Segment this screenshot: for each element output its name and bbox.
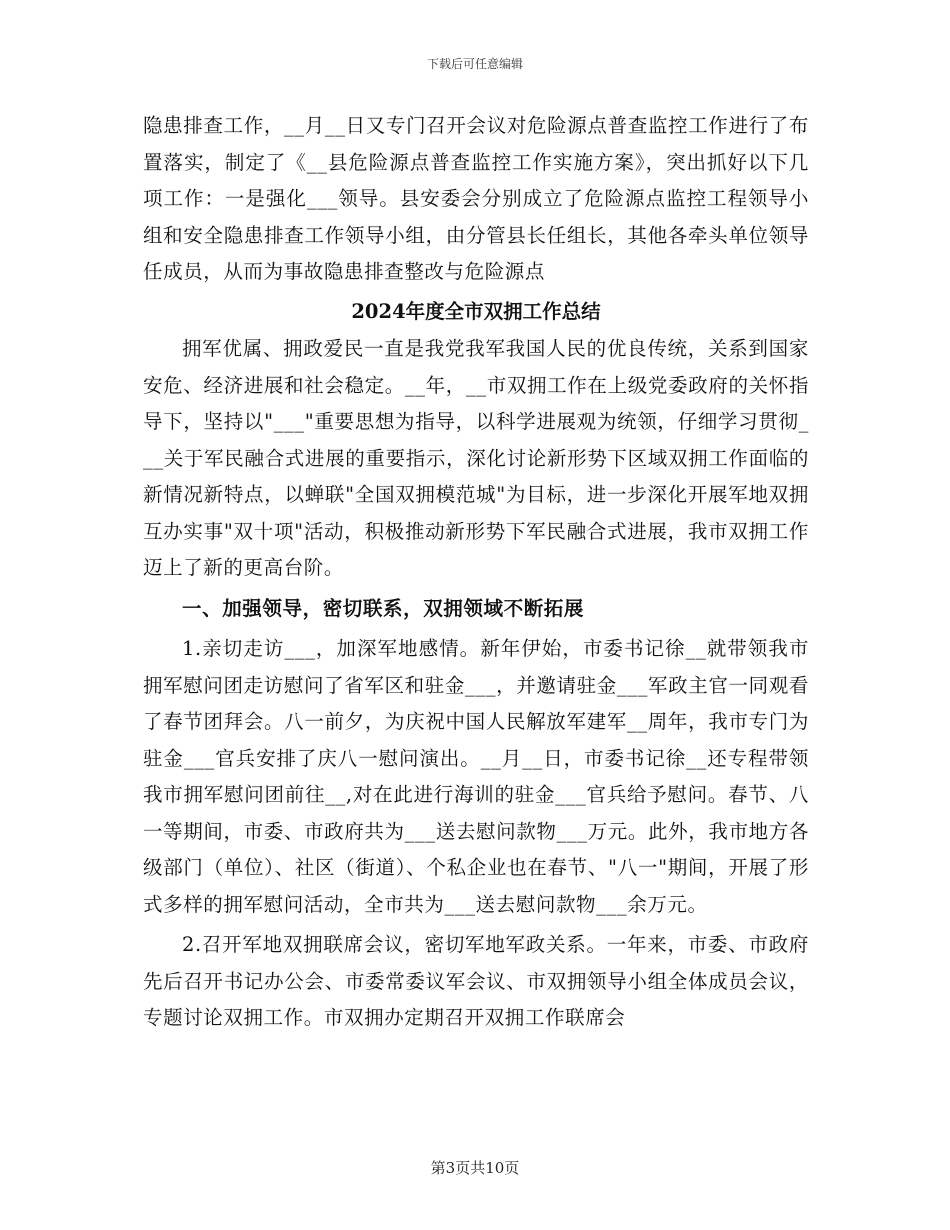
intro-paragraph: 隐患排查工作，__月__日又专门召开会议对危险源点普查监控工作进行了布置落实，制定了《__县危险源点普查监控工作实施方案》，突出抓好以下几项工作：一是强化___领导。县安委会分别成立了危险源点监控工程领导小组和安全隐患排查工作领导小组，由分管县长任组长，其他各牵头单位领导任成员，从而为事故隐患排查整改与危险源点: [143, 114, 809, 283]
item-paragraph-2: 2.召开军地双拥联席会议，密切军地军政关系。一年来，市委、市政府先后召开书记办公会、市委常委议军会议、市双拥领导小组全体成员会议，专题讨论双拥工作。市双拥办定期召开双拥工作联席会: [143, 933, 809, 1029]
document-body: [143, 108, 809, 1037]
section-heading: 一、加强领导，密切联系，双拥领域不断拓展: [182, 596, 585, 620]
summary-paragraph: 拥军优属、拥政爱民一直是我党我军我国人民的优良传统，关系到国家安危、经济进展和社会稳定。__年，__市双拥工作在上级党委政府的关怀指导下，坚持以"___"重要思想为指导，以科学进展观为统领，仔细学习贯彻___关于军民融合式进展的重要指示，深化讨论新形势下区域双拥工作面临的新情况新特点，以蝉联"全国双拥模范城"为目标，进一步深化开展军地双拥互办实事"双十项"活动，积极推动新形势下军民融合式进展，我市双拥工作迈上了新的更高台阶。: [143, 337, 809, 579]
document-title: 2024年度全市双拥工作总结: [351, 299, 601, 323]
page-footer: 第3页共10页: [430, 1159, 520, 1177]
page-header: 下载后可任意编辑: [426, 57, 523, 71]
item-paragraph-1: 1.亲切走访___，加深军地感情。新年伊始，市委书记徐__就带领我市拥军慰问团走访慰问了省军区和驻金___，并邀请驻金___军政主官一同观看了春节团拜会。八一前夕，为庆祝中国人民解放军建军__周年，我市专门为驻金___官兵安排了庆八一慰问演出。__月__日，市委书记徐__还专程带领我市拥军慰问团前往__,对在此进行海训的驻金___官兵给予慰问。春节、八一等期间，市委、市政府共为___送去慰问款物___万元。此外，我市地方各级部门（单位）、社区（街道）、个私企业也在春节、"八一"期间，开展了形式多样的拥军慰问活动，全市共为___送去慰问款物___余万元。: [143, 637, 809, 916]
